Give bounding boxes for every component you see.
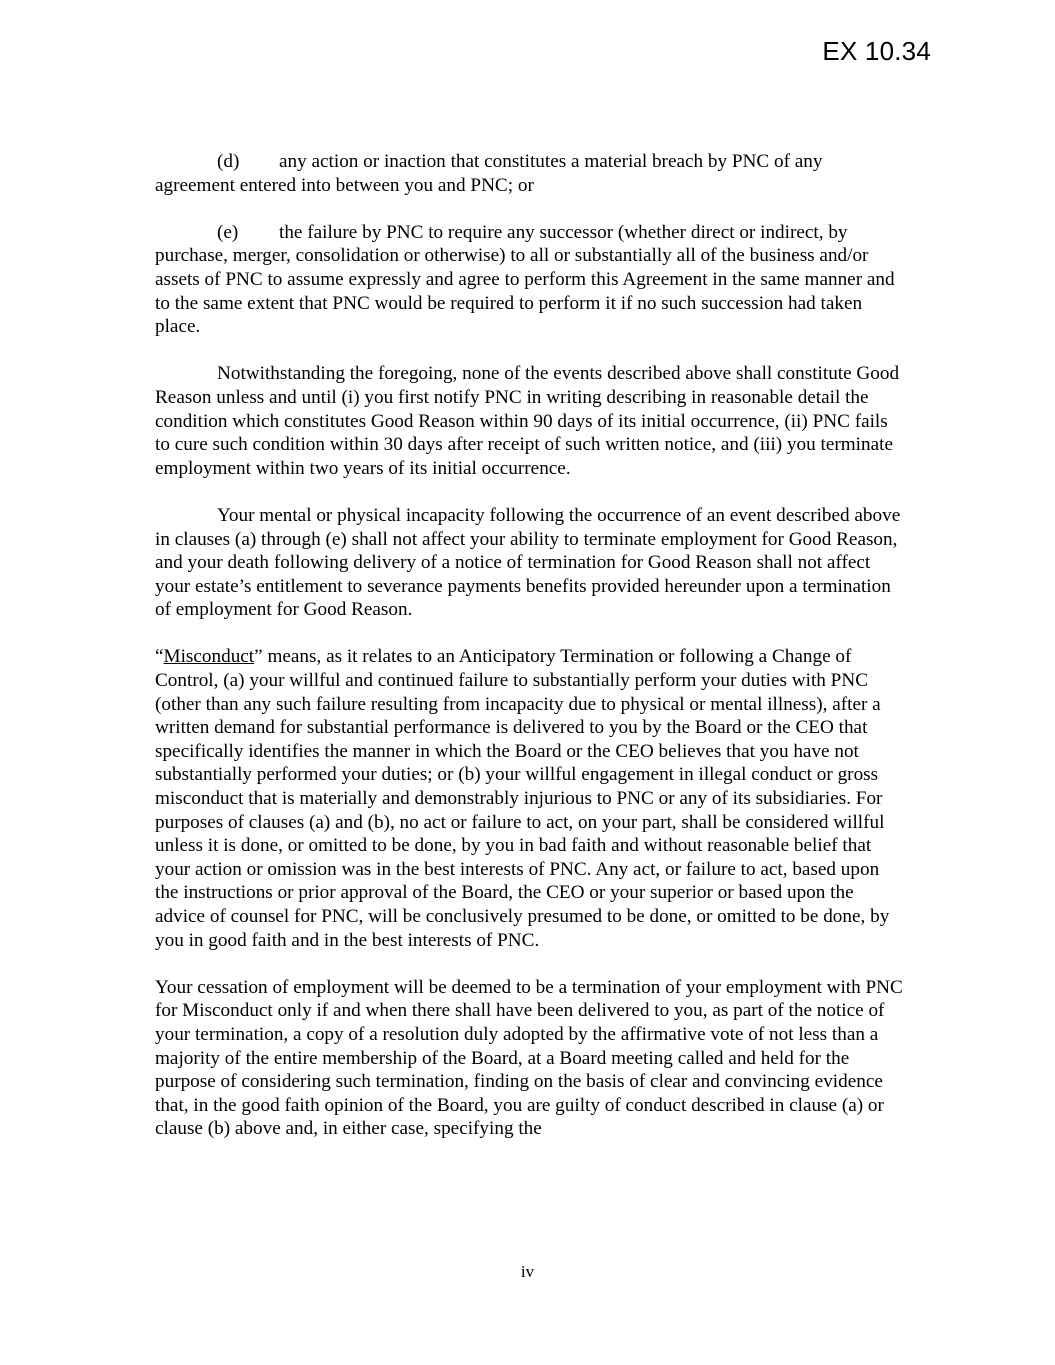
clause-e-text: the failure by PNC to require any successor (whether direct or indirect, by purchase, merger, consolidation or otherwise) to all or substantially all of the business and/or assets of PNC to assume expressly and agree to perform this Agreement in the same manner and to the same extent that PNC would be required to perform it if no such succession had taken place. bbox=[155, 221, 895, 338]
misconduct-definition-paragraph bbox=[155, 645, 903, 952]
clause-d-text: any action or inaction that constitutes a material breach by PNC of any agreement entered into between you and PNC; or bbox=[155, 151, 823, 196]
clause-d-marker: (d) bbox=[217, 151, 240, 172]
page-number: iv bbox=[520, 1262, 535, 1281]
document-body bbox=[155, 150, 903, 1165]
notwithstanding-paragraph: Notwithstanding the foregoing, none of the events described above shall constitute Good Reason unless and until (i) you first notify PNC in writing describing in reasonable detail the condition which constitutes Good Reason within 90 days of its initial occurrence, (ii) PNC fails to cure such condition within 30 days after receipt of such written notice, and (iii) you terminate employment within two years of its initial occurrence. bbox=[155, 363, 900, 479]
clause-d-paragraph bbox=[155, 150, 903, 197]
incapacity-paragraph: Your mental or physical incapacity following the occurrence of an event described above in clauses (a) through (e) shall not affect your ability to terminate employment for Good Reason, and your death following delivery of a notice of termination for Good Reason shall not affect your estate’s entitlement to severance payments benefits provided hereunder upon a termination of employment for Good Reason. bbox=[155, 504, 901, 621]
misconduct-definition-text: ” means, as it relates to an Anticipatory Termination or following a Change of Control, (a) your willful and continued failure to substantially perform your duties with PNC (other than any such failure resulting from incapacity due to physical or mental illness), after a written demand for substantial performance is delivered to you by the Board or the CEO that specifically identifies the manner in which the Board or the CEO believes that you have not substantially performed your duties; or (b) your willful engagement in illegal conduct or gross misconduct that is materially and demonstrably injurious to PNC or any of its subsidiaries. For purposes of clauses (a) and (b), no act or failure to act, on your part, shall be considered willful unless it is done, or omitted to be done, by you in bad faith and without reasonable belief that your action or omission was in the best interests of PNC. Any act, or failure to act, based upon the instructions or prior approval of the Board, the CEO or your superior or based upon the advice of counsel for PNC, will be conclusively presumed to be done, or omitted to be done, by you in good faith and in the best interests of PNC. bbox=[155, 646, 890, 951]
misconduct-defined-term: Misconduct bbox=[163, 646, 255, 668]
clause-e-paragraph bbox=[155, 221, 903, 339]
exhibit-label: EX 10.34 bbox=[822, 36, 931, 66]
clause-e-marker: (e) bbox=[217, 221, 239, 243]
cessation-paragraph: Your cessation of employment will be deemed to be a termination of your employment with PNC for Misconduct only if and when there shall have been delivered to you, as part of the notice of your termination, a copy of a resolution duly adopted by the affirmative vote of not less than a majority of the entire membership of the Board, at a Board meeting called and held for the purpose of considering such termination, finding on the basis of clear and convincing evidence that, in the good faith opinion of the Board, you are guilty of conduct described in clause (a) or clause (b) above and, in either case, specifying the bbox=[155, 976, 903, 1140]
misconduct-open-quote: “ bbox=[155, 646, 164, 668]
